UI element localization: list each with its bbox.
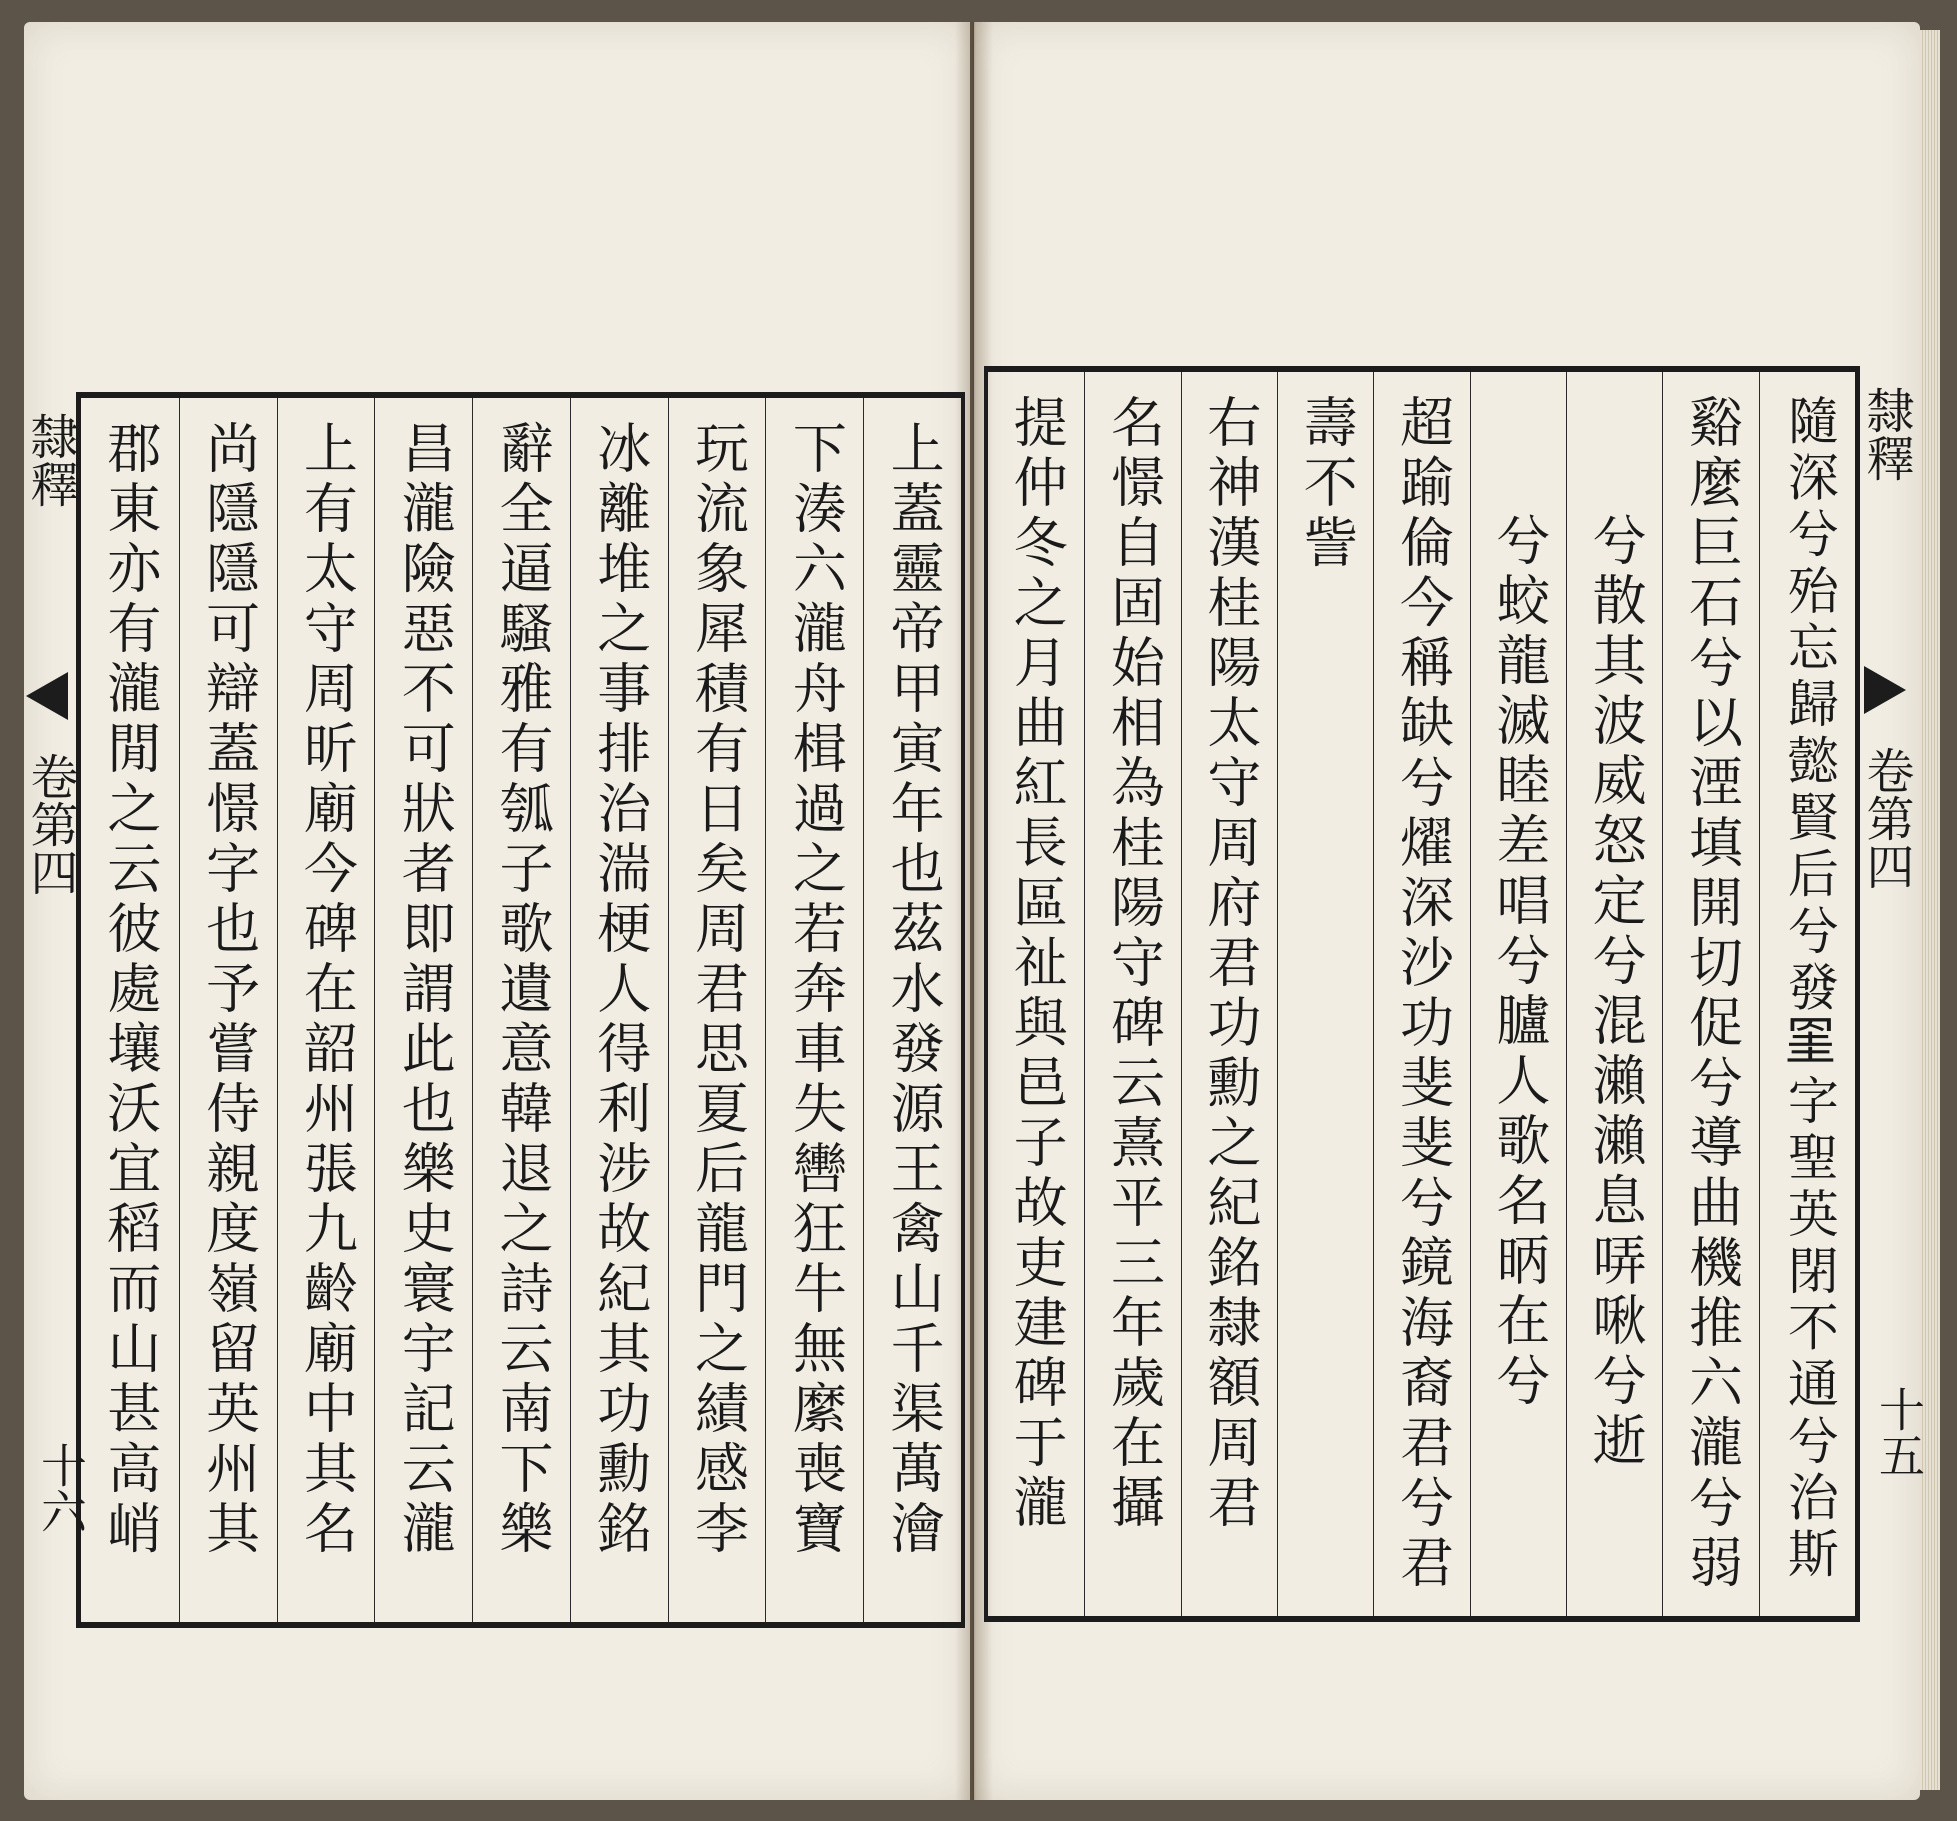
text-column [668, 398, 767, 1622]
fish-tail-mark [1864, 666, 1906, 714]
text-column [1470, 372, 1567, 1616]
column-text: 玩流象犀積有日矣周君思夏后龍門之績感李 [686, 420, 750, 1560]
column-text: 尚隱隱可辯蓋憬字也予嘗侍親度嶺留英州其 [197, 420, 261, 1560]
left-margin-strip [22, 392, 88, 1628]
column-text: 右神漢桂陽太守周府君功勳之紀銘隸額周君 [1198, 394, 1262, 1534]
column-text: 上蓋靈帝甲寅年也茲水發源王禽山千渠萬澮 [882, 420, 946, 1560]
text-column [1277, 372, 1374, 1616]
column-text: 辭全逼騷雅有瓠子歌遺意韓退之詩云南下樂 [490, 420, 554, 1560]
column-text: 兮蛟龍滅睦差唱兮臚人歌名昞在兮 [1487, 512, 1551, 1412]
right-margin-strip [1856, 366, 1926, 1622]
text-column [1373, 372, 1470, 1616]
text-column [570, 398, 669, 1622]
left-page-number: 十六 [34, 1442, 88, 1534]
text-column [277, 398, 376, 1622]
column-text: 兮散其波威怒定兮混瀨瀨息哢啾兮逝 [1584, 512, 1648, 1472]
text-column [179, 398, 278, 1622]
column-text: 超踰倫今稱缺兮燿深沙功斐斐兮鏡海裔君兮君 [1391, 394, 1455, 1594]
left-margin-chapter: 卷第四 [22, 752, 78, 896]
column-text: 提仲冬之月曲紅長區祉與邑子故吏建碑于瀧 [1005, 394, 1069, 1534]
text-column [1662, 372, 1759, 1616]
fish-tail-mark [26, 672, 68, 720]
page-edges [1920, 30, 1940, 1790]
column-text: 下湊六瀧舟楫過之若奔車失轡狂牛無縻喪寶 [784, 420, 848, 1560]
column-text: 隨深兮殆忘歸懿賢后兮發𦊱字聖英閉不通兮治斯 [1778, 394, 1838, 1584]
text-column [472, 398, 571, 1622]
right-text-frame [984, 366, 1860, 1622]
column-text: 上有太守周昕廟今碑在韶州張九齡廟中其名 [295, 420, 359, 1560]
left-margin-title: 隸釋 [22, 412, 78, 508]
column-text: 谿麼巨石兮以湮填開切促兮導曲機推六瀧兮弱 [1680, 394, 1744, 1594]
text-column [81, 398, 179, 1622]
column-text: 郡東亦有瀧閒之云彼處壤沃宜稻而山甚高峭 [98, 420, 162, 1560]
text-column [1759, 372, 1856, 1616]
column-text: 名憬自固始相為桂陽守碑云熹平三年歲在攝 [1102, 394, 1166, 1534]
text-column [374, 398, 473, 1622]
text-column [765, 398, 864, 1622]
text-column [1084, 372, 1181, 1616]
text-column [1181, 372, 1278, 1616]
text-column [988, 372, 1084, 1616]
column-text: 昌瀧險惡不可狀者即謂此也樂史寰宇記云瀧 [393, 420, 457, 1560]
right-margin-chapter: 卷第四 [1858, 746, 1914, 890]
left-text-frame [76, 392, 965, 1628]
column-text: 壽不訾 [1295, 394, 1359, 574]
column-text: 冰離堆之事排治湍梗人得利涉故紀其功勳銘 [588, 420, 652, 1560]
text-column [1566, 372, 1663, 1616]
right-margin-title: 隸釋 [1858, 386, 1914, 482]
text-column [863, 398, 962, 1622]
right-page-number: 十五 [1872, 1386, 1926, 1478]
